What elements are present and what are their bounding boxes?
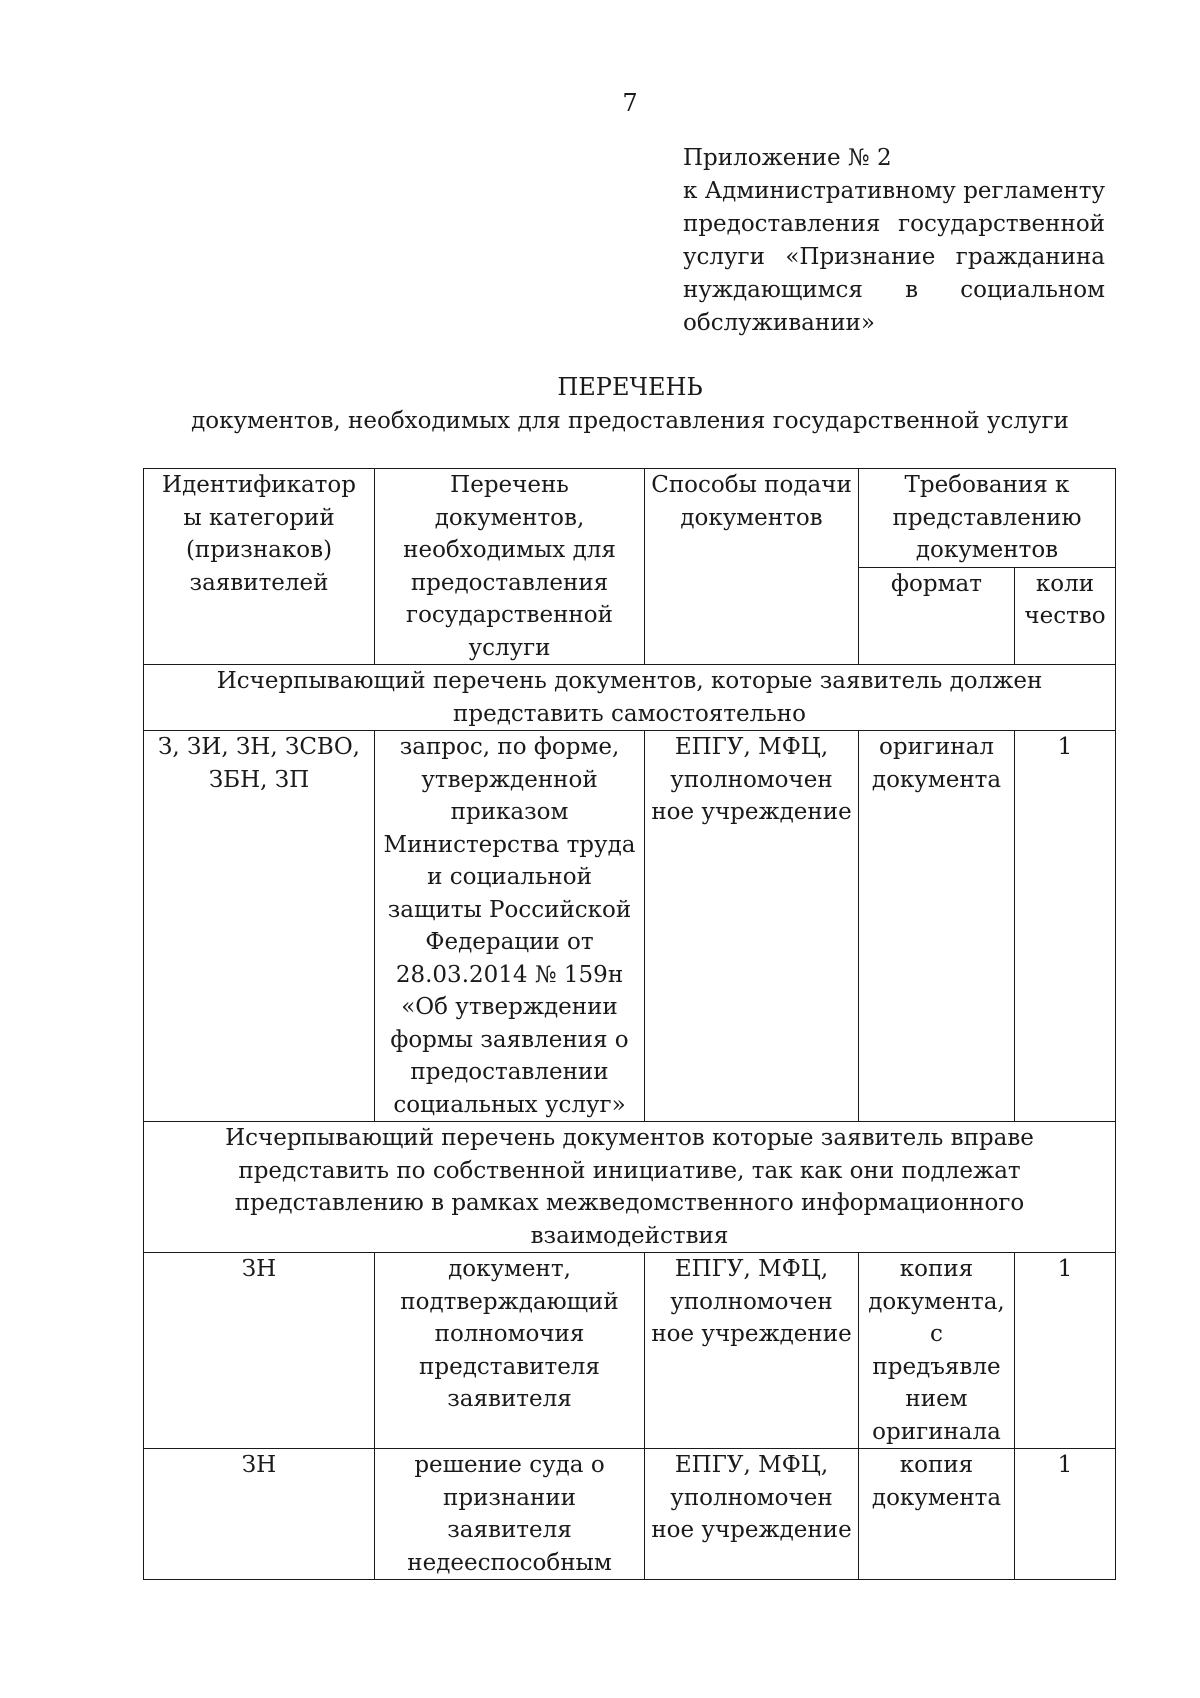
table-row <box>144 1449 1116 1580</box>
appendix-block <box>683 142 1105 340</box>
cell-document: решение суда о признании заявителя недееспособным <box>375 1449 645 1580</box>
appendix-line: Приложение № 2 <box>683 145 892 171</box>
appendix-line: услуги «Признание гражданина <box>683 244 1105 270</box>
cell-method: ЕПГУ, МФЦ, уполномочен ное учреждение <box>645 731 859 1122</box>
cell-format: оригинал документа <box>859 731 1015 1122</box>
header-requirements: Требования к представлению документов <box>859 469 1116 568</box>
cell-format: копия документа, с предъявле нием оригинала <box>859 1253 1015 1449</box>
table-row <box>144 731 1116 1122</box>
appendix-line: к Административному регламенту <box>683 178 1105 204</box>
appendix-line: нуждающимся в социальном <box>683 277 1105 303</box>
cell-count: 1 <box>1015 1253 1116 1449</box>
header-format: формат <box>859 567 1015 664</box>
cell-format: копия документа <box>859 1449 1015 1580</box>
header-document-list: Перечень документов, необходимых для предоставления государственной услуги <box>375 469 645 665</box>
cell-method: ЕПГУ, МФЦ, уполномочен ное учреждение <box>645 1449 859 1580</box>
cell-count: 1 <box>1015 1449 1116 1580</box>
cell-document: запрос, по форме, утвержденной приказом Министерства труда и социальной защиты Российской Федерации от 28.03.2014 № 159н «Об утверждении формы заявления о предоставлении социальных услуг» <box>375 731 645 1122</box>
document-subtitle: документов, необходимых для предоставления государственной услуги <box>191 408 1069 434</box>
appendix-line: предоставления государственной <box>683 211 1105 237</box>
section-header-optional: Исчерпывающий перечень документов которые заявитель вправе представить по собственной инициативе, так как они подлежат представлению в рамках межведомственного информационного взаимодействия <box>144 1122 1116 1253</box>
page-number: 7 <box>622 89 638 117</box>
cell-method: ЕПГУ, МФЦ, уполномочен ное учреждение <box>645 1253 859 1449</box>
section-header-mandatory: Исчерпывающий перечень документов, которые заявитель должен представить самостоятельно <box>144 665 1116 731</box>
documents-table <box>143 468 1116 1580</box>
cell-document: документ, подтверждающий полномочия представителя заявителя <box>375 1253 645 1449</box>
cell-applicant-ids: ЗН <box>144 1253 375 1449</box>
header-submission-methods: Способы подачи документов <box>645 469 859 665</box>
cell-applicant-ids: ЗН <box>144 1449 375 1580</box>
cell-count: 1 <box>1015 731 1116 1122</box>
table-row <box>144 1253 1116 1449</box>
header-count: коли чество <box>1015 567 1116 664</box>
appendix-line: обслуживании» <box>683 310 875 336</box>
cell-applicant-ids: З, ЗИ, ЗН, ЗСВО, ЗБН, ЗП <box>144 731 375 1122</box>
document-title: ПЕРЕЧЕНЬ <box>557 373 703 401</box>
header-applicant-ids: Идентификатор ы категорий (признаков) заявителей <box>144 469 375 665</box>
